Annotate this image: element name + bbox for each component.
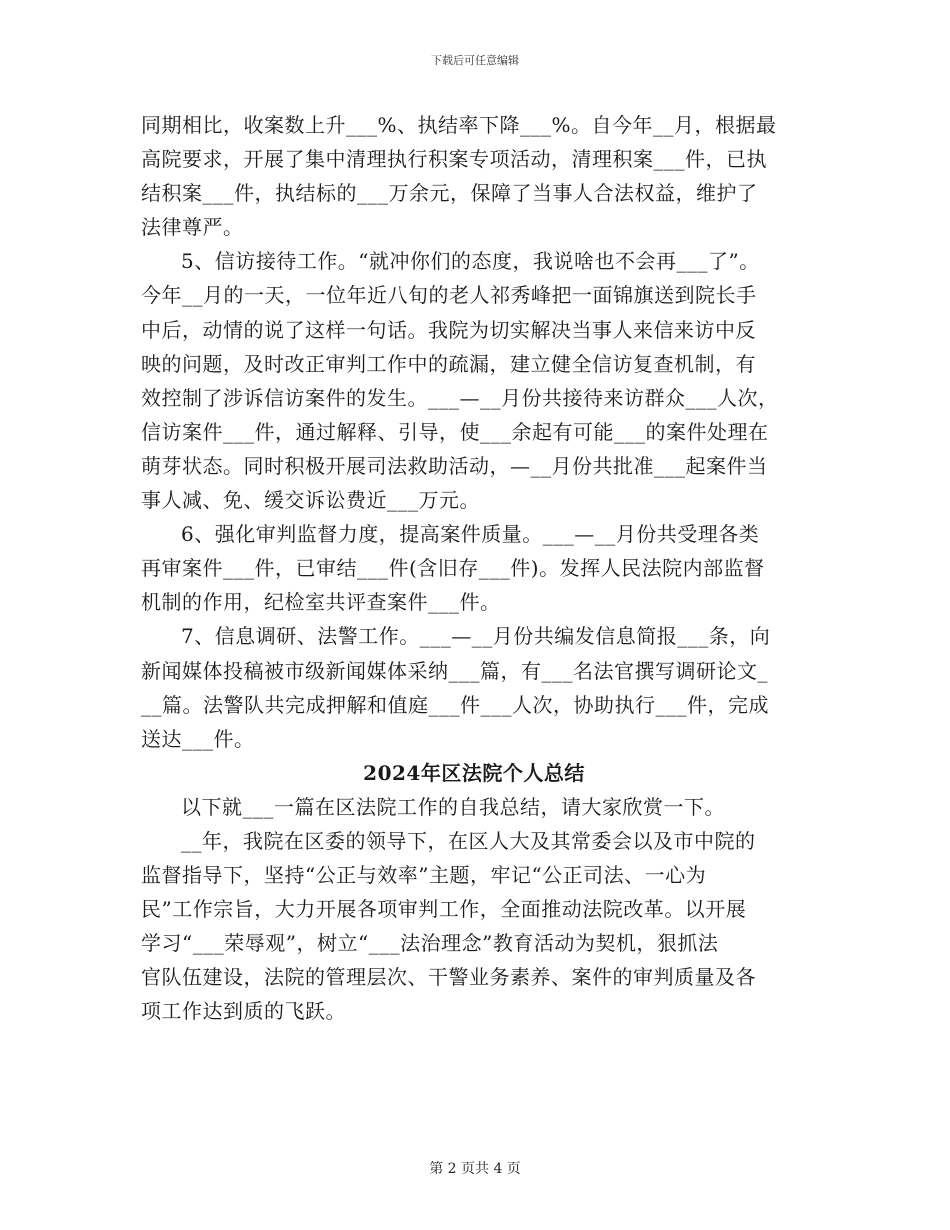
text-line: 效控制了涉诉信访案件的发生。___—__月份共接待来访群众___人次，	[141, 385, 779, 410]
text-line: 项工作达到质的飞跃。	[141, 999, 346, 1024]
text-line: 映的问题，及时改正审判工作中的疏漏，建立健全信访复查机制，有	[141, 351, 756, 376]
text-line: 萌芽状态。同时积极开展司法救助活动，—__月份共批准___起案件当	[141, 453, 768, 478]
text-line: 官队伍建设，法院的管理层次、干警业务素养、案件的审判质量及各	[141, 965, 756, 990]
text-line: 事人减、免、缓交诉讼费近___万元。	[141, 488, 480, 513]
text-line: __篇。法警队共完成押解和值庭___件___人次，协助执行___件，完成	[141, 692, 769, 717]
text-line: 学习“___荣辱观”，树立“___法治理念”教育活动为契机，狠抓法	[141, 931, 719, 956]
text-line: 送达___件。	[141, 726, 255, 751]
text-line: __年，我院在区委的领导下，在区人大及其常委会以及市中院的	[181, 828, 756, 853]
text-line: 法律尊严。	[141, 215, 244, 240]
text-line: 信访案件___件，通过解释、引导，使___余起有可能___的案件处理在	[141, 419, 769, 444]
document-body	[141, 108, 811, 1028]
body-paragraphs-top	[141, 108, 811, 756]
text-line: 以下就___一篇在区法院工作的自我总结，请大家欣赏一下。	[181, 794, 725, 819]
text-line: 再审案件___件，已审结___件(含旧存___件)。发挥人民法院内部监督	[141, 556, 765, 581]
text-line: 高院要求，开展了集中清理执行积案专项活动，清理积案___件，已执	[141, 147, 767, 172]
text-line: 7、信息调研、法警工作。___—__月份共编发信息简报___条，向	[181, 624, 771, 649]
text-line: 5、信访接待工作。“就冲你们的态度，我说啥也不会再___了”。	[181, 249, 760, 274]
text-line: 今年__月的一天，一位年近八旬的老人祁秀峰把一面锦旗送到院长手	[141, 283, 757, 308]
text-line: 新闻媒体投稿被市级新闻媒体采纳___篇，有___名法官撰写调研论文_	[141, 658, 768, 683]
page-header: 下载后可任意编辑	[431, 54, 519, 67]
text-line: 机制的作用，纪检室共评查案件___件。	[141, 590, 501, 615]
section-title: 2024年区法院个人总结	[363, 760, 585, 785]
text-line: 同期相比，收案数上升___%、执结率下降___%。自今年__月，根据最	[141, 113, 777, 137]
text-line: 监督指导下，坚持“公正与效率”主题，牢记“公正司法、一心为	[141, 862, 707, 887]
text-line: 民”工作宗旨，大力开展各项审判工作，全面推动法院改革。以开展	[141, 897, 747, 922]
page-number-footer: 第 2 页共 4 页	[429, 1161, 521, 1177]
body-paragraphs-bottom	[141, 790, 811, 1029]
text-line: 结积案___件，执结标的___万余元，保障了当事人合法权益，维护了	[141, 181, 758, 206]
text-line: 中后，动情的说了这样一句话。我院为切实解决当事人来信来访中反	[141, 317, 756, 342]
text-line: 6、强化审判监督力度，提高案件质量。___—__月份共受理各类	[181, 522, 760, 547]
